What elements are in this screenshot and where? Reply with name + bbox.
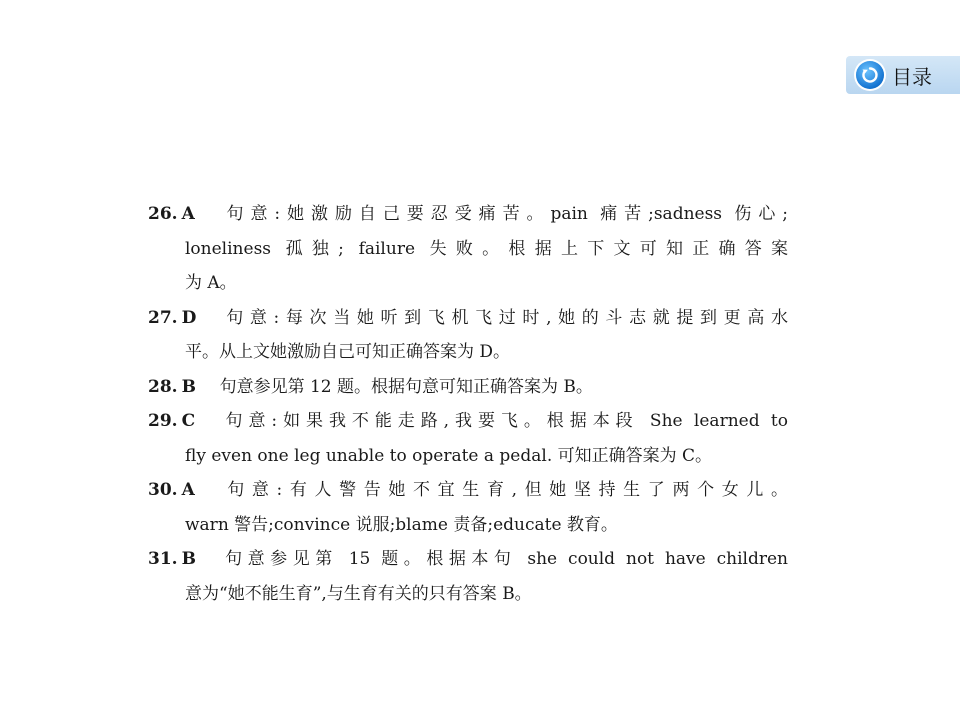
explanation-line: loneliness 孤独; failure 失败。根据上下文可知正确答案 bbox=[185, 238, 788, 259]
question-number: 26. bbox=[148, 204, 178, 224]
answer-item-30 bbox=[148, 473, 788, 542]
toc-label: 目录 bbox=[892, 64, 932, 89]
explanation-line: 句意:有人警告她不宜生育,但她坚持生了两个女儿。 bbox=[219, 480, 788, 500]
explanation-line: 句意参见第 15 题。根据本句 she could not have children bbox=[219, 549, 788, 569]
question-number: 28. bbox=[148, 376, 178, 397]
question-number: 27. bbox=[148, 307, 178, 328]
question-number: 30. bbox=[148, 480, 178, 500]
answer-letter: B bbox=[181, 549, 196, 569]
question-number: 31. bbox=[148, 549, 178, 569]
answer-letter: B bbox=[181, 376, 196, 397]
answer-item-26 bbox=[148, 197, 788, 301]
answer-letter: A bbox=[181, 480, 195, 500]
answer-item-28 bbox=[148, 370, 788, 405]
explanation-line: 句意:她激励自己要忍受痛苦。pain 痛苦;sadness 伤心; bbox=[219, 204, 788, 224]
explanation-line: fly even one leg unable to operate a pedal. 可知正确答案为 C。 bbox=[185, 445, 713, 466]
answer-list bbox=[148, 197, 788, 611]
answer-letter: C bbox=[181, 411, 196, 431]
answer-item-31 bbox=[148, 542, 788, 611]
answer-letter: A bbox=[181, 204, 195, 224]
question-number: 29. bbox=[148, 411, 178, 431]
explanation-line: 句意参见第 12 题。根据句意可知正确答案为 B。 bbox=[219, 376, 593, 397]
answer-item-29 bbox=[148, 404, 788, 473]
explanation-line: 平。从上文她激励自己可知正确答案为 D。 bbox=[185, 342, 511, 362]
explanation-line: 意为“她不能生育”,与生育有关的只有答案 B。 bbox=[185, 583, 532, 604]
explanation-line: 句意:如果我不能走路,我要飞。根据本段 She learned to bbox=[219, 411, 788, 431]
explanation-line: 句意:每次当她听到飞机飞过时,她的斗志就提到更高水 bbox=[219, 307, 788, 328]
explanation-line: 为 A。 bbox=[185, 273, 237, 293]
answer-letter: D bbox=[181, 307, 197, 328]
toc-button[interactable] bbox=[846, 56, 960, 94]
answer-item-27 bbox=[148, 301, 788, 370]
refresh-circle-icon bbox=[856, 61, 884, 89]
explanation-line: warn 警告;convince 说服;blame 责备;educate 教育。 bbox=[185, 514, 618, 535]
